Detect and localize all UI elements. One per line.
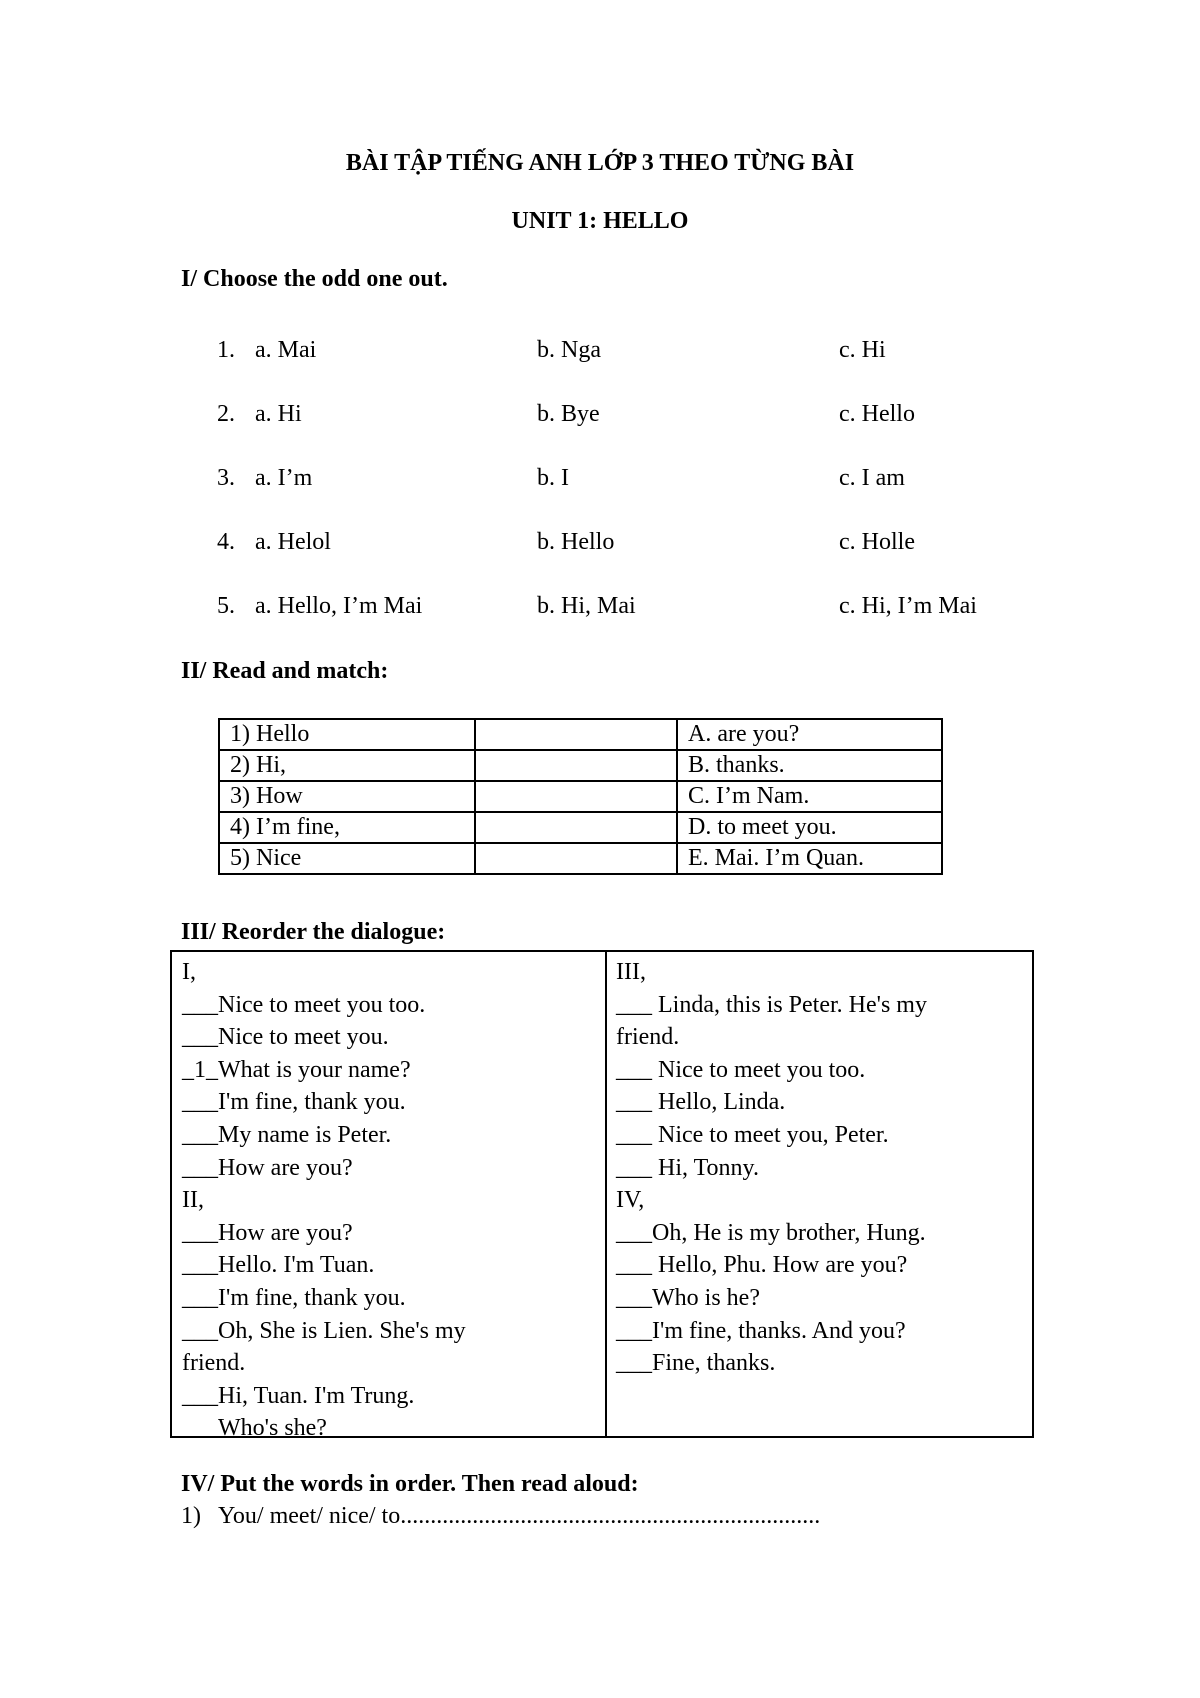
option-c: c. Hello [839,401,915,427]
match-left: 2) Hi, [219,750,475,781]
match-blank[interactable] [475,750,677,781]
dialogue-line: ___I'm fine, thank you. [182,1089,406,1116]
option-a: a. I’m [255,465,313,491]
list-item [0,593,1200,623]
dialogue-line: ___ Nice to meet you, Peter. [616,1121,889,1148]
dialogue-line: ___ Nice to meet you too. [616,1056,866,1083]
option-b: b. Hello [537,529,615,555]
match-left: 4) I’m fine, [219,812,475,843]
option-b: b. Hi, Mai [537,593,636,619]
match-right: E. Mai. I’m Quan. [677,843,942,874]
match-blank[interactable] [475,812,677,843]
dialogue-line: ___Who's she? [182,1415,327,1442]
dialogue-column-right [616,956,1026,1380]
dialogue-line: III, [616,959,646,985]
table-row [219,781,942,812]
dialogue-line: ___I'm fine, thank you. [182,1284,406,1311]
option-c: c. Hi, I’m Mai [839,593,977,619]
dialogue-line: ___How are you? [182,1154,353,1181]
reorder-dialogue-box [170,950,1034,1442]
dialogue-line: ___ Hello, Phu. How are you? [616,1252,908,1279]
option-c: c. Hi [839,337,886,363]
match-right: D. to meet you. [677,812,942,843]
match-left: 3) How [219,781,475,812]
list-item [0,401,1200,431]
unit-title: UNIT 1: HELLO [511,208,689,234]
match-right: B. thanks. [677,750,942,781]
dialogue-line: ___ Linda, this is Peter. He's my [616,991,927,1018]
item-number: 5. [217,593,235,619]
item-number: 1. [217,337,235,363]
dialogue-column-left [182,956,600,1445]
dialogue-line: IV, [616,1187,645,1214]
list-item [0,337,1200,367]
dialogue-line: ___How are you? [182,1219,353,1246]
option-a: a. Helol [255,529,331,555]
column-divider [605,952,607,1436]
dialogue-line: ___Hello. I'm Tuan. [182,1252,375,1279]
list-item [181,1503,820,1530]
list-item [0,529,1200,559]
match-left: 1) Hello [219,719,475,750]
list-item [0,465,1200,495]
item-number: 3. [217,465,235,491]
dialogue-line: ___Oh, She is Lien. She's my [182,1317,466,1344]
dialogue-line: friend. [182,1350,246,1377]
table-row [219,843,942,874]
item-number: 2. [217,401,235,427]
section2-heading: II/ Read and match: [181,658,389,684]
option-a: a. Mai [255,337,317,363]
dialogue-line: ___Nice to meet you too. [182,991,426,1018]
table-row [219,719,942,750]
option-b: b. I [537,465,569,491]
dialogue-line: ___Oh, He is my brother, Hung. [616,1219,926,1246]
option-b: b. Nga [537,337,601,363]
section3-heading: III/ Reorder the dialogue: [181,919,446,945]
match-right: C. I’m Nam. [677,781,942,812]
match-blank[interactable] [475,843,677,874]
match-blank[interactable] [475,719,677,750]
dialogue-line: ___Hi, Tuan. I'm Trung. [182,1382,415,1409]
dialogue-line: ___Fine, thanks. [616,1350,776,1377]
table-row [219,812,942,843]
document-title: BÀI TẬP TIẾNG ANH LỚP 3 THEO TỪNG BÀI [345,150,855,176]
option-a: a. Hello, I’m Mai [255,593,423,619]
item-number: 4. [217,529,235,555]
dialogue-line: ___Nice to meet you. [182,1024,389,1051]
option-c: c. I am [839,465,905,491]
dialogue-line: _1_What is your name? [182,1056,411,1083]
section4-heading: IV/ Put the words in order. Then read aloud: [181,1471,639,1497]
dialogue-line: II, [182,1187,204,1214]
dialogue-line: ___I'm fine, thanks. And you? [616,1317,906,1344]
dialogue-line: ___ Hi, Tonny. [616,1154,759,1181]
option-c: c. Holle [839,529,915,555]
match-left: 5) Nice [219,843,475,874]
word-order-prompt: You/ meet/ nice/ to...................................................................... [218,1503,821,1529]
dialogue-line: I, [182,959,196,985]
dialogue-line: ___ Hello, Linda. [616,1089,786,1116]
section1-heading: I/ Choose the odd one out. [181,266,448,292]
option-b: b. Bye [537,401,600,427]
option-a: a. Hi [255,401,302,427]
item-number: 1) [181,1503,201,1529]
match-right: A. are you? [677,719,942,750]
match-table [218,718,943,875]
dialogue-line: ___Who is he? [616,1284,760,1311]
dialogue-line: friend. [616,1024,680,1051]
dialogue-line: ___My name is Peter. [182,1121,392,1148]
table-row [219,750,942,781]
match-blank[interactable] [475,781,677,812]
